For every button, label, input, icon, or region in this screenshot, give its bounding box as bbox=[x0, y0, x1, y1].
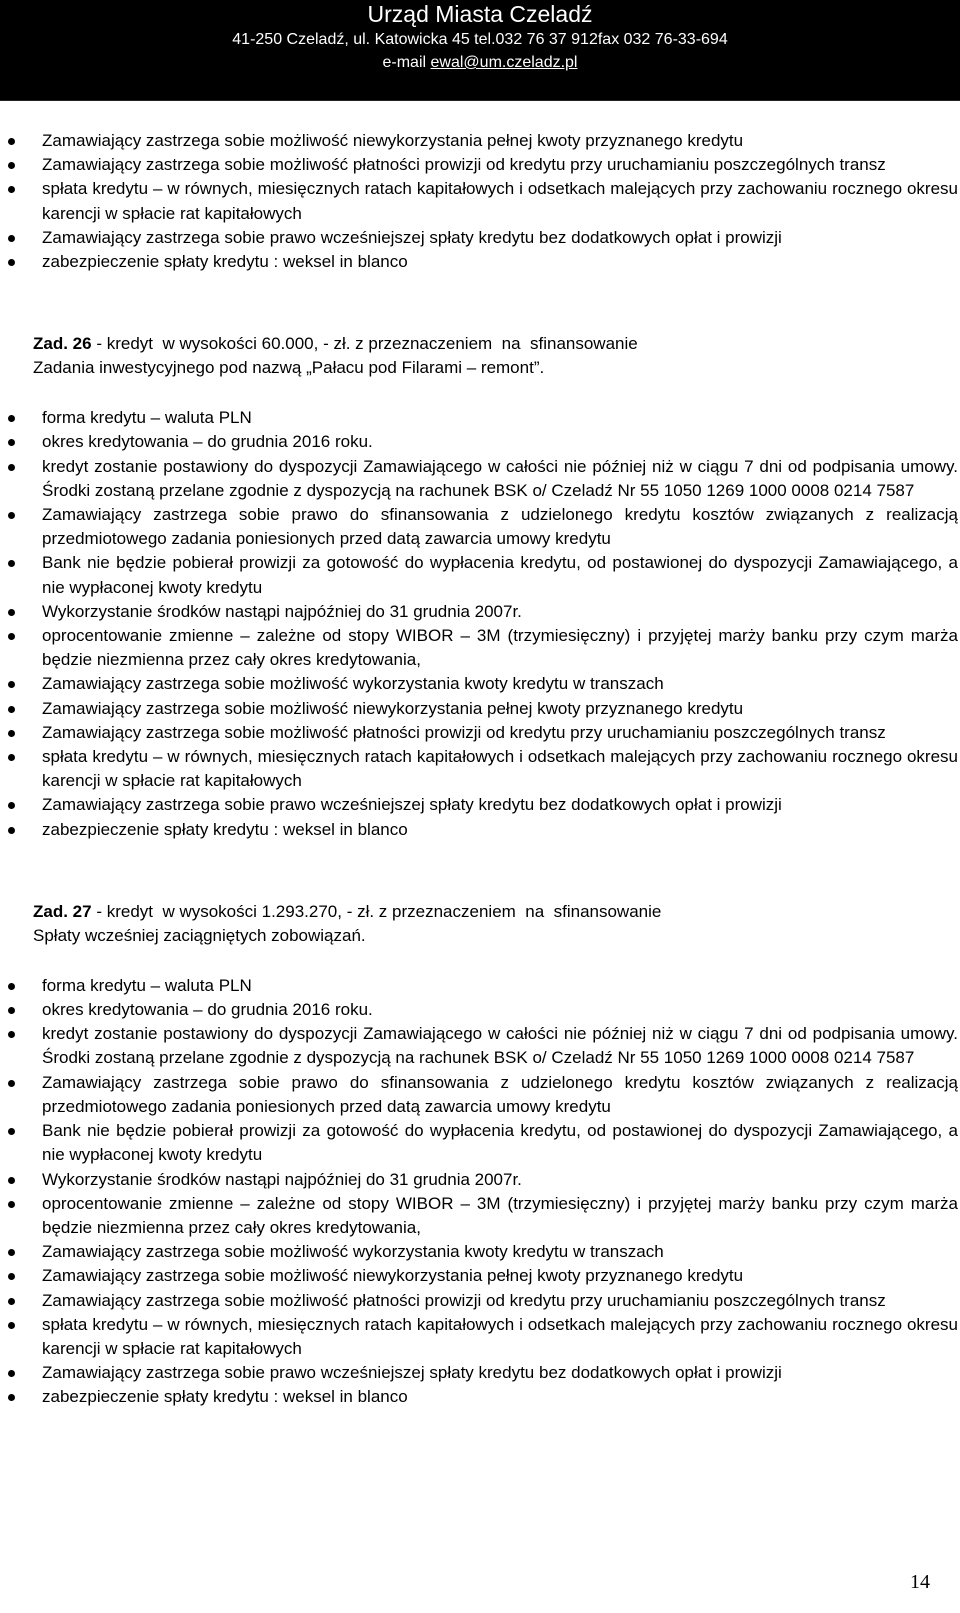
list-item: Zamawiający zastrzega sobie możliwość niewykorzystania pełnej kwoty przyznanego kredytu bbox=[33, 1264, 958, 1288]
zad-27-heading-text: - kredyt w wysokości 1.293.270, - zł. z przeznaczeniem na sfinansowanie bbox=[91, 901, 662, 921]
list-item: Zamawiający zastrzega sobie prawo wcześniejszej spłaty kredytu bez dodatkowych opłat i prowizji bbox=[33, 1361, 958, 1385]
list-item: Zamawiający zastrzega sobie prawo wcześniejszej spłaty kredytu bez dodatkowych opłat i prowizji bbox=[33, 793, 958, 817]
list-item: Zamawiający zastrzega sobie możliwość wykorzystania kwoty kredytu w transzach bbox=[33, 672, 958, 696]
list-item: Zamawiający zastrzega sobie prawo do sfinansowania z udzielonego kredytu kosztów związanych z realizacją przedmiotowego zadania poniesionych przed datą zawarcia umowy kredytu bbox=[33, 503, 958, 551]
page-number: 14 bbox=[910, 1571, 930, 1593]
list-item: spłata kredytu – w równych, miesięcznych ratach kapitałowych i odsetkach malejących przy zachowaniu rocznego okresu karencji w spłacie rat kapitałowych bbox=[33, 177, 958, 225]
zad-27-label: Zad. 27 bbox=[33, 901, 92, 921]
office-email-line bbox=[0, 51, 960, 74]
list-item: Zamawiający zastrzega sobie możliwość płatności prowizji od kredytu przy uruchamianiu poszczególnych transz bbox=[33, 721, 958, 745]
list-item: spłata kredytu – w równych, miesięcznych ratach kapitałowych i odsetkach malejących przy zachowaniu rocznego okresu karencji w spłacie rat kapitałowych bbox=[33, 1313, 958, 1361]
list-item: spłata kredytu – w równych, miesięcznych ratach kapitałowych i odsetkach malejących przy zachowaniu rocznego okresu karencji w spłacie rat kapitałowych bbox=[33, 745, 958, 793]
list-item: zabezpieczenie spłaty kredytu : weksel in blanco bbox=[33, 1385, 958, 1409]
list-item: zabezpieczenie spłaty kredytu : weksel in blanco bbox=[33, 818, 958, 842]
list-item: kredyt zostanie postawiony do dyspozycji Zamawiającego w całości nie później niż w ciągu 7 dni od podpisania umowy. Środki zostaną przelane zgodnie z dyspozycją na rachunek BSK o/ Czeladź Nr 55 1050 1269 1000 0008 0214 7587 bbox=[33, 455, 958, 503]
office-address: 41-250 Czeladź, ul. Katowicka 45 tel.032 76 37 912fax 032 76-33-694 bbox=[232, 31, 728, 48]
list-item: Zamawiający zastrzega sobie możliwość niewykorzystania pełnej kwoty przyznanego kredytu bbox=[33, 697, 958, 721]
list-item: oprocentowanie zmienne – zależne od stopy WIBOR – 3M (trzymiesięczny) i przyjętej marży banku przy czym marża będzie niezmienna przez cały okres kredytowania, bbox=[33, 1192, 958, 1240]
zad-26-label: Zad. 26 bbox=[33, 334, 92, 354]
top-bullet-list bbox=[33, 129, 958, 274]
zad-26-description: Zadania inwestycyjnego pod nazwą „Pałacu pod Filarami – remont”. bbox=[33, 358, 545, 378]
list-item: Zamawiający zastrzega sobie możliwość płatności prowizji od kredytu przy uruchamianiu poszczególnych transz bbox=[33, 1289, 958, 1313]
header-divider bbox=[0, 100, 960, 101]
zad-27-section bbox=[33, 900, 958, 1410]
list-item: zabezpieczenie spłaty kredytu : weksel in blanco bbox=[33, 250, 958, 274]
zad-27-heading bbox=[33, 900, 958, 924]
list-item: Zamawiający zastrzega sobie prawo wcześniejszej spłaty kredytu bez dodatkowych opłat i prowizji bbox=[33, 226, 958, 250]
list-item: Zamawiający zastrzega sobie możliwość niewykorzystania pełnej kwoty przyznanego kredytu bbox=[33, 129, 958, 153]
list-item: Bank nie będzie pobierał prowizji za gotowość do wypłacenia kredytu, od postawionej do dyspozycji Zamawiającego, a nie wypłaconej kwoty kredytu bbox=[33, 551, 958, 599]
zad-26-heading-text: - kredyt w wysokości 60.000, - zł. z przeznaczeniem na sfinansowanie bbox=[91, 334, 638, 354]
zad-27-description: Spłaty wcześniej zaciągniętych zobowiązań. bbox=[33, 925, 366, 945]
list-item: kredyt zostanie postawiony do dyspozycji Zamawiającego w całości nie później niż w ciągu 7 dni od podpisania umowy. Środki zostaną przelane zgodnie z dyspozycją na rachunek BSK o/ Czeladź Nr 55 1050 1269 1000 0008 0214 7587 bbox=[33, 1022, 958, 1070]
list-item: Wykorzystanie środków nastąpi najpóźniej do 31 grudnia 2007r. bbox=[33, 600, 958, 624]
list-item: Zamawiający zastrzega sobie możliwość wykorzystania kwoty kredytu w transzach bbox=[33, 1240, 958, 1264]
email-link[interactable]: ewal@um.czeladz.pl bbox=[430, 54, 578, 71]
list-item: forma kredytu – waluta PLN bbox=[33, 406, 958, 430]
list-item: okres kredytowania – do grudnia 2016 roku. bbox=[33, 430, 958, 454]
list-item: Wykorzystanie środków nastąpi najpóźniej do 31 grudnia 2007r. bbox=[33, 1168, 958, 1192]
letterhead bbox=[0, 0, 960, 101]
zad-26-bullet-list bbox=[33, 406, 958, 842]
list-item: okres kredytowania – do grudnia 2016 roku. bbox=[33, 998, 958, 1022]
office-name: Urząd Miasta Czeladź bbox=[367, 1, 593, 27]
zad-26-section bbox=[33, 332, 958, 842]
zad-26-heading bbox=[33, 332, 958, 356]
list-item: forma kredytu – waluta PLN bbox=[33, 974, 958, 998]
zad-27-bullet-list bbox=[33, 974, 958, 1410]
list-item: Zamawiający zastrzega sobie możliwość płatności prowizji od kredytu przy uruchamianiu poszczególnych transz bbox=[33, 153, 958, 177]
email-prefix: e-mail bbox=[382, 54, 431, 71]
list-item: oprocentowanie zmienne – zależne od stopy WIBOR – 3M (trzymiesięczny) i przyjętej marży banku przy czym marża będzie niezmienna przez cały okres kredytowania, bbox=[33, 624, 958, 672]
list-item: Zamawiający zastrzega sobie prawo do sfinansowania z udzielonego kredytu kosztów związanych z realizacją przedmiotowego zadania poniesionych przed datą zawarcia umowy kredytu bbox=[33, 1071, 958, 1119]
list-item: Bank nie będzie pobierał prowizji za gotowość do wypłacenia kredytu, od postawionej do dyspozycji Zamawiającego, a nie wypłaconej kwoty kredytu bbox=[33, 1119, 958, 1167]
document-body bbox=[33, 129, 958, 1410]
